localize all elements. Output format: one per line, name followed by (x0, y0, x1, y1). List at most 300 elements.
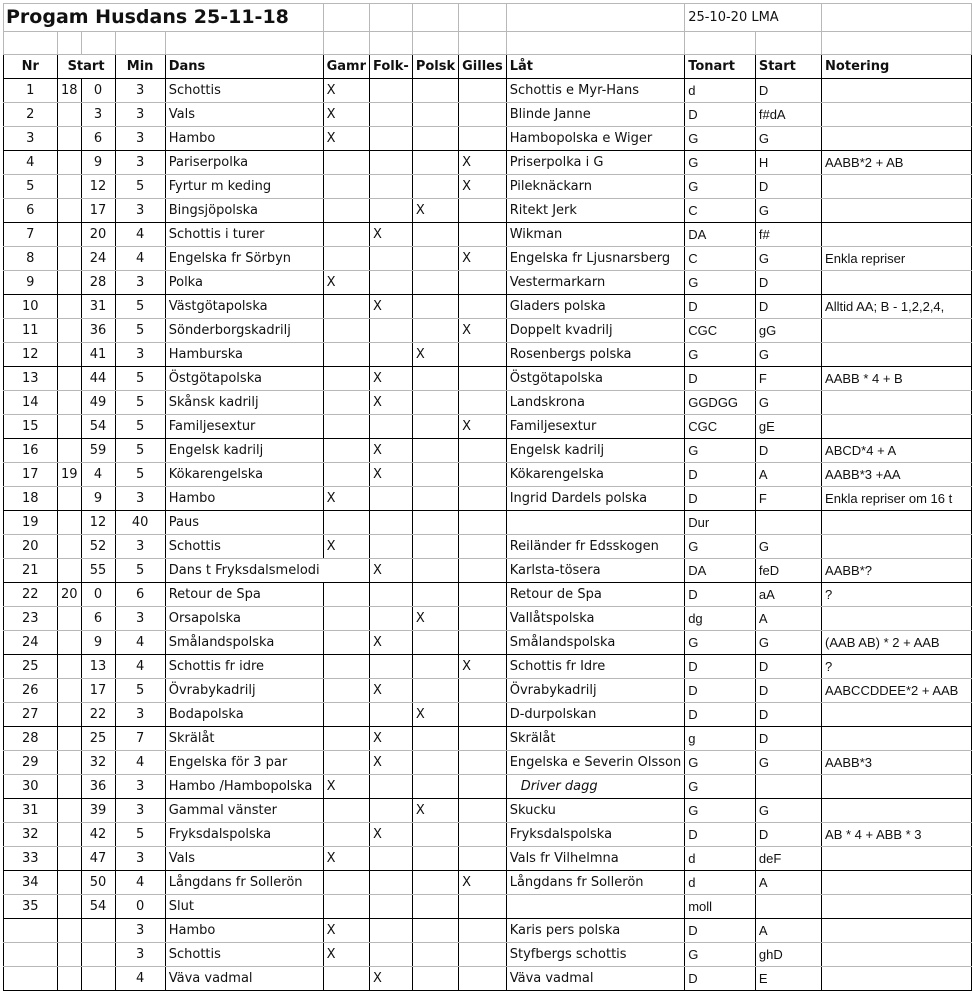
cell-dans[interactable]: Schottis (165, 535, 323, 559)
cell-start-min[interactable]: 41 (81, 343, 115, 367)
cell-start-note[interactable]: D (755, 175, 821, 199)
cell-notering[interactable] (822, 943, 972, 967)
cell-notering[interactable] (822, 127, 972, 151)
cell-start-note[interactable]: G (755, 751, 821, 775)
cell-folk[interactable] (370, 127, 413, 151)
cell-start-min[interactable]: 6 (81, 127, 115, 151)
cell-gammal[interactable]: X (323, 919, 369, 943)
cell-dans[interactable]: Hambo (165, 919, 323, 943)
cell-start-hour[interactable]: 18 (57, 79, 81, 103)
cell-tonart[interactable]: G (685, 127, 756, 151)
cell-tonart[interactable]: d (685, 871, 756, 895)
cell-notering[interactable]: AABB*3 (822, 751, 972, 775)
cell-tonart[interactable]: G (685, 271, 756, 295)
cell-start-hour[interactable] (57, 751, 81, 775)
cell-duration[interactable]: 3 (115, 919, 165, 943)
cell-tonart[interactable]: G (685, 751, 756, 775)
cell-polska[interactable] (412, 391, 458, 415)
cell-gilles[interactable] (459, 463, 507, 487)
cell-gilles[interactable]: X (459, 415, 507, 439)
cell-dans[interactable]: Engelska för 3 par (165, 751, 323, 775)
cell-dans[interactable]: Sönderborgskadrilj (165, 319, 323, 343)
cell-dans[interactable]: Dans t Fryksdalsmelodi (165, 559, 323, 583)
cell-duration[interactable]: 4 (115, 223, 165, 247)
cell-gammal[interactable] (323, 679, 369, 703)
cell-polska[interactable] (412, 151, 458, 175)
cell-dans[interactable]: Bodapolska (165, 703, 323, 727)
cell-gilles[interactable] (459, 703, 507, 727)
cell-notering[interactable]: AABB*? (822, 559, 972, 583)
cell-dans[interactable]: Smålandspolska (165, 631, 323, 655)
cell[interactable] (323, 4, 369, 32)
cell-nr[interactable]: 4 (4, 151, 58, 175)
cell-folk[interactable] (370, 79, 413, 103)
cell[interactable] (165, 32, 323, 55)
cell-polska[interactable] (412, 463, 458, 487)
cell-duration[interactable]: 5 (115, 679, 165, 703)
cell-duration[interactable]: 5 (115, 559, 165, 583)
cell-notering[interactable]: AABB * 4 + B (822, 367, 972, 391)
cell-folk[interactable] (370, 703, 413, 727)
cell-notering[interactable]: AABCCDDEE*2 + AAB (822, 679, 972, 703)
cell-start-note[interactable]: G (755, 343, 821, 367)
cell-polska[interactable] (412, 775, 458, 799)
cell-gammal[interactable] (323, 511, 369, 535)
cell-start-min[interactable]: 20 (81, 223, 115, 247)
cell-lat[interactable]: Pileknäckarn (506, 175, 684, 199)
cell-duration[interactable]: 5 (115, 415, 165, 439)
cell-duration[interactable]: 40 (115, 511, 165, 535)
cell-lat[interactable]: Långdans fr Sollerön (506, 871, 684, 895)
cell-tonart[interactable]: D (685, 583, 756, 607)
cell-tonart[interactable]: G (685, 175, 756, 199)
cell-nr[interactable] (4, 919, 58, 943)
cell-lat[interactable] (506, 511, 684, 535)
cell[interactable] (459, 4, 507, 32)
cell-gammal[interactable]: X (323, 79, 369, 103)
cell-duration[interactable]: 5 (115, 319, 165, 343)
cell-folk[interactable]: X (370, 679, 413, 703)
cell-gammal[interactable] (323, 895, 369, 919)
cell-nr[interactable]: 25 (4, 655, 58, 679)
cell-duration[interactable]: 5 (115, 175, 165, 199)
cell-start-hour[interactable]: 19 (57, 463, 81, 487)
cell-start-min[interactable]: 4 (81, 463, 115, 487)
cell-polska[interactable] (412, 223, 458, 247)
cell-tonart[interactable]: D (685, 655, 756, 679)
cell-notering[interactable] (822, 175, 972, 199)
cell-tonart[interactable]: D (685, 367, 756, 391)
cell-duration[interactable]: 3 (115, 343, 165, 367)
cell-polska[interactable] (412, 127, 458, 151)
cell-folk[interactable] (370, 343, 413, 367)
cell-duration[interactable]: 3 (115, 607, 165, 631)
cell-gilles[interactable]: X (459, 151, 507, 175)
cell-nr[interactable]: 18 (4, 487, 58, 511)
cell-polska[interactable] (412, 871, 458, 895)
cell-start-hour[interactable] (57, 391, 81, 415)
cell-gammal[interactable] (323, 967, 369, 991)
cell-gilles[interactable] (459, 439, 507, 463)
cell-polska[interactable] (412, 415, 458, 439)
cell-start-note[interactable]: feD (755, 559, 821, 583)
cell-lat[interactable]: Kökarengelska (506, 463, 684, 487)
cell-polska[interactable] (412, 295, 458, 319)
cell-lat[interactable]: Skucku (506, 799, 684, 823)
cell-polska[interactable] (412, 727, 458, 751)
cell-notering[interactable]: AABB*3 +AA (822, 463, 972, 487)
cell-duration[interactable]: 5 (115, 463, 165, 487)
cell-start-min[interactable]: 22 (81, 703, 115, 727)
cell-start-note[interactable] (755, 895, 821, 919)
cell-start-note[interactable]: G (755, 391, 821, 415)
cell-duration[interactable]: 3 (115, 535, 165, 559)
cell-polska[interactable] (412, 439, 458, 463)
cell-start-note[interactable]: A (755, 463, 821, 487)
cell-folk[interactable] (370, 535, 413, 559)
cell-folk[interactable] (370, 871, 413, 895)
cell-polska[interactable] (412, 559, 458, 583)
cell-polska[interactable] (412, 943, 458, 967)
cell-lat[interactable]: Vestermarkarn (506, 271, 684, 295)
cell-tonart[interactable]: D (685, 823, 756, 847)
cell-lat[interactable]: Hambopolska e Wiger (506, 127, 684, 151)
cell-tonart[interactable]: dg (685, 607, 756, 631)
cell-start-hour[interactable] (57, 295, 81, 319)
cell-lat[interactable]: Priserpolka i G (506, 151, 684, 175)
cell-tonart[interactable]: D (685, 967, 756, 991)
cell-dans[interactable]: Hambo (165, 127, 323, 151)
cell-polska[interactable] (412, 919, 458, 943)
cell-gammal[interactable] (323, 151, 369, 175)
cell-lat[interactable]: Doppelt kvadrilj (506, 319, 684, 343)
cell-gilles[interactable] (459, 607, 507, 631)
cell-duration[interactable]: 4 (115, 871, 165, 895)
cell-start-hour[interactable] (57, 967, 81, 991)
cell-duration[interactable]: 4 (115, 751, 165, 775)
cell-start-hour[interactable] (57, 727, 81, 751)
cell-folk[interactable]: X (370, 727, 413, 751)
cell-gammal[interactable]: X (323, 487, 369, 511)
cell-start-note[interactable]: F (755, 367, 821, 391)
cell-start-note[interactable]: D (755, 703, 821, 727)
cell-gammal[interactable]: X (323, 943, 369, 967)
cell-lat[interactable]: Smålandspolska (506, 631, 684, 655)
cell-start-hour[interactable] (57, 223, 81, 247)
cell-start-min[interactable]: 28 (81, 271, 115, 295)
cell-polska[interactable] (412, 847, 458, 871)
cell[interactable] (506, 32, 684, 55)
cell-notering[interactable] (822, 775, 972, 799)
cell-dans[interactable]: Bingsjöpolska (165, 199, 323, 223)
cell-notering[interactable] (822, 871, 972, 895)
cell-gammal[interactable] (323, 439, 369, 463)
cell-dans[interactable]: Engelsk kadrilj (165, 439, 323, 463)
cell-nr[interactable]: 30 (4, 775, 58, 799)
cell-tonart[interactable]: d (685, 847, 756, 871)
cell-folk[interactable]: X (370, 751, 413, 775)
cell-nr[interactable]: 29 (4, 751, 58, 775)
cell-duration[interactable]: 5 (115, 367, 165, 391)
cell-start-min[interactable]: 24 (81, 247, 115, 271)
cell-dans[interactable]: Pariserpolka (165, 151, 323, 175)
cell-dans[interactable]: Skånsk kadrilj (165, 391, 323, 415)
cell-start-note[interactable]: D (755, 679, 821, 703)
cell-nr[interactable]: 31 (4, 799, 58, 823)
cell-lat[interactable]: Vallåtspolska (506, 607, 684, 631)
cell-start-min[interactable]: 54 (81, 415, 115, 439)
cell-gammal[interactable]: X (323, 535, 369, 559)
cell-nr[interactable]: 32 (4, 823, 58, 847)
cell-dans[interactable]: Fryksdalspolska (165, 823, 323, 847)
cell-start-note[interactable]: f# (755, 223, 821, 247)
cell-start-min[interactable]: 12 (81, 511, 115, 535)
cell-gilles[interactable] (459, 199, 507, 223)
cell-start-hour[interactable] (57, 247, 81, 271)
cell-nr[interactable]: 11 (4, 319, 58, 343)
cell-start-min[interactable]: 32 (81, 751, 115, 775)
cell-gammal[interactable] (323, 703, 369, 727)
cell-gammal[interactable] (323, 799, 369, 823)
cell-notering[interactable]: AB * 4 + ABB * 3 (822, 823, 972, 847)
cell-duration[interactable]: 3 (115, 847, 165, 871)
cell-start-note[interactable]: D (755, 79, 821, 103)
cell-folk[interactable] (370, 799, 413, 823)
cell-start-note[interactable]: deF (755, 847, 821, 871)
cell-nr[interactable]: 23 (4, 607, 58, 631)
cell-tonart[interactable]: G (685, 943, 756, 967)
cell-start-min[interactable]: 17 (81, 679, 115, 703)
cell-polska[interactable] (412, 631, 458, 655)
cell-dans[interactable]: Kökarengelska (165, 463, 323, 487)
cell-tonart[interactable]: D (685, 679, 756, 703)
cell-start-min[interactable]: 0 (81, 79, 115, 103)
cell-gilles[interactable] (459, 727, 507, 751)
cell-start-note[interactable]: G (755, 199, 821, 223)
cell-nr[interactable] (4, 967, 58, 991)
cell-dans[interactable]: Skrälåt (165, 727, 323, 751)
cell-nr[interactable]: 10 (4, 295, 58, 319)
cell-gilles[interactable]: X (459, 247, 507, 271)
cell-lat[interactable]: Driver dagg (506, 775, 684, 799)
cell[interactable] (323, 32, 369, 55)
cell-start-min[interactable] (81, 919, 115, 943)
cell-gilles[interactable] (459, 343, 507, 367)
cell-polska[interactable]: X (412, 799, 458, 823)
cell-dans[interactable]: Orsapolska (165, 607, 323, 631)
cell-duration[interactable]: 4 (115, 247, 165, 271)
cell-polska[interactable] (412, 247, 458, 271)
cell-notering[interactable] (822, 727, 972, 751)
cell-tonart[interactable]: GGDGG (685, 391, 756, 415)
cell-polska[interactable] (412, 967, 458, 991)
cell-tonart[interactable]: D (685, 487, 756, 511)
cell-tonart[interactable]: G (685, 439, 756, 463)
cell-nr[interactable]: 5 (4, 175, 58, 199)
cell-duration[interactable]: 0 (115, 895, 165, 919)
cell-gammal[interactable] (323, 295, 369, 319)
cell-lat[interactable]: Retour de Spa (506, 583, 684, 607)
cell-notering[interactable] (822, 799, 972, 823)
cell-folk[interactable] (370, 487, 413, 511)
cell-start-min[interactable]: 9 (81, 487, 115, 511)
cell-notering[interactable] (822, 703, 972, 727)
cell-duration[interactable]: 5 (115, 295, 165, 319)
cell-gammal[interactable] (323, 367, 369, 391)
cell-gammal[interactable] (323, 631, 369, 655)
cell-lat[interactable]: Rosenbergs polska (506, 343, 684, 367)
cell-nr[interactable]: 16 (4, 439, 58, 463)
cell-nr[interactable]: 17 (4, 463, 58, 487)
cell-lat[interactable]: Landskrona (506, 391, 684, 415)
cell-start-min[interactable]: 25 (81, 727, 115, 751)
cell-start-note[interactable]: ghD (755, 943, 821, 967)
cell-dans[interactable]: Övrabykadrilj (165, 679, 323, 703)
cell-duration[interactable]: 7 (115, 727, 165, 751)
cell-folk[interactable] (370, 943, 413, 967)
cell-tonart[interactable]: C (685, 199, 756, 223)
cell-gammal[interactable] (323, 175, 369, 199)
cell-dans[interactable]: Engelska fr Sörbyn (165, 247, 323, 271)
cell-start-hour[interactable] (57, 703, 81, 727)
cell-start-note[interactable]: D (755, 655, 821, 679)
cell-gammal[interactable] (323, 343, 369, 367)
cell-start-hour[interactable] (57, 775, 81, 799)
cell-gammal[interactable] (323, 391, 369, 415)
cell-folk[interactable]: X (370, 223, 413, 247)
cell-lat[interactable]: Familjesextur (506, 415, 684, 439)
cell-start-min[interactable]: 13 (81, 655, 115, 679)
cell-dans[interactable]: Gammal vänster (165, 799, 323, 823)
cell-gammal[interactable] (323, 463, 369, 487)
cell-tonart[interactable]: G (685, 343, 756, 367)
cell-folk[interactable]: X (370, 295, 413, 319)
cell-start-hour[interactable] (57, 559, 81, 583)
cell-duration[interactable]: 4 (115, 631, 165, 655)
cell-lat[interactable]: Skrälåt (506, 727, 684, 751)
cell-dans[interactable]: Paus (165, 511, 323, 535)
cell-start-hour[interactable]: 20 (57, 583, 81, 607)
cell[interactable] (685, 32, 756, 55)
cell-nr[interactable]: 12 (4, 343, 58, 367)
cell-start-min[interactable]: 49 (81, 391, 115, 415)
cell-lat[interactable]: Ingrid Dardels polska (506, 487, 684, 511)
cell-dans[interactable]: Vals (165, 103, 323, 127)
cell-duration[interactable]: 3 (115, 487, 165, 511)
cell-dans[interactable]: Schottis (165, 79, 323, 103)
cell-gammal[interactable]: X (323, 271, 369, 295)
cell-lat[interactable]: Östgötapolska (506, 367, 684, 391)
cell-start-note[interactable]: G (755, 799, 821, 823)
cell-nr[interactable]: 9 (4, 271, 58, 295)
cell-notering[interactable] (822, 223, 972, 247)
cell-lat[interactable]: Styfbergs schottis (506, 943, 684, 967)
cell-tonart[interactable]: D (685, 463, 756, 487)
cell-gammal[interactable] (323, 871, 369, 895)
cell-gilles[interactable] (459, 823, 507, 847)
cell-duration[interactable]: 4 (115, 967, 165, 991)
cell-nr[interactable]: 3 (4, 127, 58, 151)
cell-gilles[interactable] (459, 391, 507, 415)
cell-lat[interactable]: Schottis fr Idre (506, 655, 684, 679)
cell-notering[interactable]: Enkla repriser om 16 t (822, 487, 972, 511)
cell-start-note[interactable]: D (755, 439, 821, 463)
cell-dans[interactable]: Långdans fr Sollerön (165, 871, 323, 895)
cell-tonart[interactable]: DA (685, 559, 756, 583)
cell-start-hour[interactable] (57, 199, 81, 223)
cell-polska[interactable] (412, 367, 458, 391)
cell-gilles[interactable] (459, 487, 507, 511)
cell-notering[interactable] (822, 967, 972, 991)
cell-start-hour[interactable] (57, 415, 81, 439)
cell-gilles[interactable] (459, 679, 507, 703)
cell-start-hour[interactable] (57, 175, 81, 199)
cell-duration[interactable]: 3 (115, 103, 165, 127)
cell[interactable] (115, 32, 165, 55)
cell-start-min[interactable]: 54 (81, 895, 115, 919)
cell-gammal[interactable]: X (323, 847, 369, 871)
cell-start-hour[interactable] (57, 127, 81, 151)
cell[interactable] (57, 32, 81, 55)
cell-gammal[interactable] (323, 319, 369, 343)
cell-start-hour[interactable] (57, 367, 81, 391)
cell-start-note[interactable]: f#dA (755, 103, 821, 127)
cell-start-note[interactable]: E (755, 967, 821, 991)
cell-duration[interactable]: 5 (115, 439, 165, 463)
cell-lat[interactable] (506, 895, 684, 919)
cell-gammal[interactable] (323, 727, 369, 751)
cell[interactable] (370, 4, 413, 32)
cell-dans[interactable]: Polka (165, 271, 323, 295)
cell-start-hour[interactable] (57, 631, 81, 655)
cell-gilles[interactable]: X (459, 175, 507, 199)
cell-notering[interactable] (822, 511, 972, 535)
cell-folk[interactable]: X (370, 823, 413, 847)
cell[interactable] (459, 32, 507, 55)
cell-start-hour[interactable] (57, 943, 81, 967)
cell-folk[interactable]: X (370, 967, 413, 991)
cell-gammal[interactable] (323, 559, 369, 583)
cell-lat[interactable]: Fryksdalspolska (506, 823, 684, 847)
cell-duration[interactable]: 3 (115, 799, 165, 823)
cell-nr[interactable]: 35 (4, 895, 58, 919)
cell-start-min[interactable]: 31 (81, 295, 115, 319)
cell-start-hour[interactable] (57, 271, 81, 295)
cell-gilles[interactable]: X (459, 655, 507, 679)
cell-folk[interactable]: X (370, 439, 413, 463)
cell-start-min[interactable] (81, 967, 115, 991)
cell-start-min[interactable]: 9 (81, 151, 115, 175)
cell-gilles[interactable] (459, 895, 507, 919)
cell-start-note[interactable]: A (755, 607, 821, 631)
cell-start-min[interactable]: 59 (81, 439, 115, 463)
cell-notering[interactable] (822, 391, 972, 415)
cell-tonart[interactable]: g (685, 727, 756, 751)
cell-duration[interactable]: 3 (115, 943, 165, 967)
cell-duration[interactable]: 3 (115, 271, 165, 295)
cell-start-hour[interactable] (57, 343, 81, 367)
cell-start-note[interactable]: G (755, 631, 821, 655)
cell-tonart[interactable]: D (685, 103, 756, 127)
cell-notering[interactable] (822, 343, 972, 367)
cell-gammal[interactable]: X (323, 127, 369, 151)
cell-folk[interactable]: X (370, 631, 413, 655)
cell-dans[interactable]: Västgötapolska (165, 295, 323, 319)
cell-polska[interactable] (412, 823, 458, 847)
cell-gammal[interactable] (323, 199, 369, 223)
cell-lat[interactable]: Schottis e Myr-Hans (506, 79, 684, 103)
cell[interactable] (370, 32, 413, 55)
